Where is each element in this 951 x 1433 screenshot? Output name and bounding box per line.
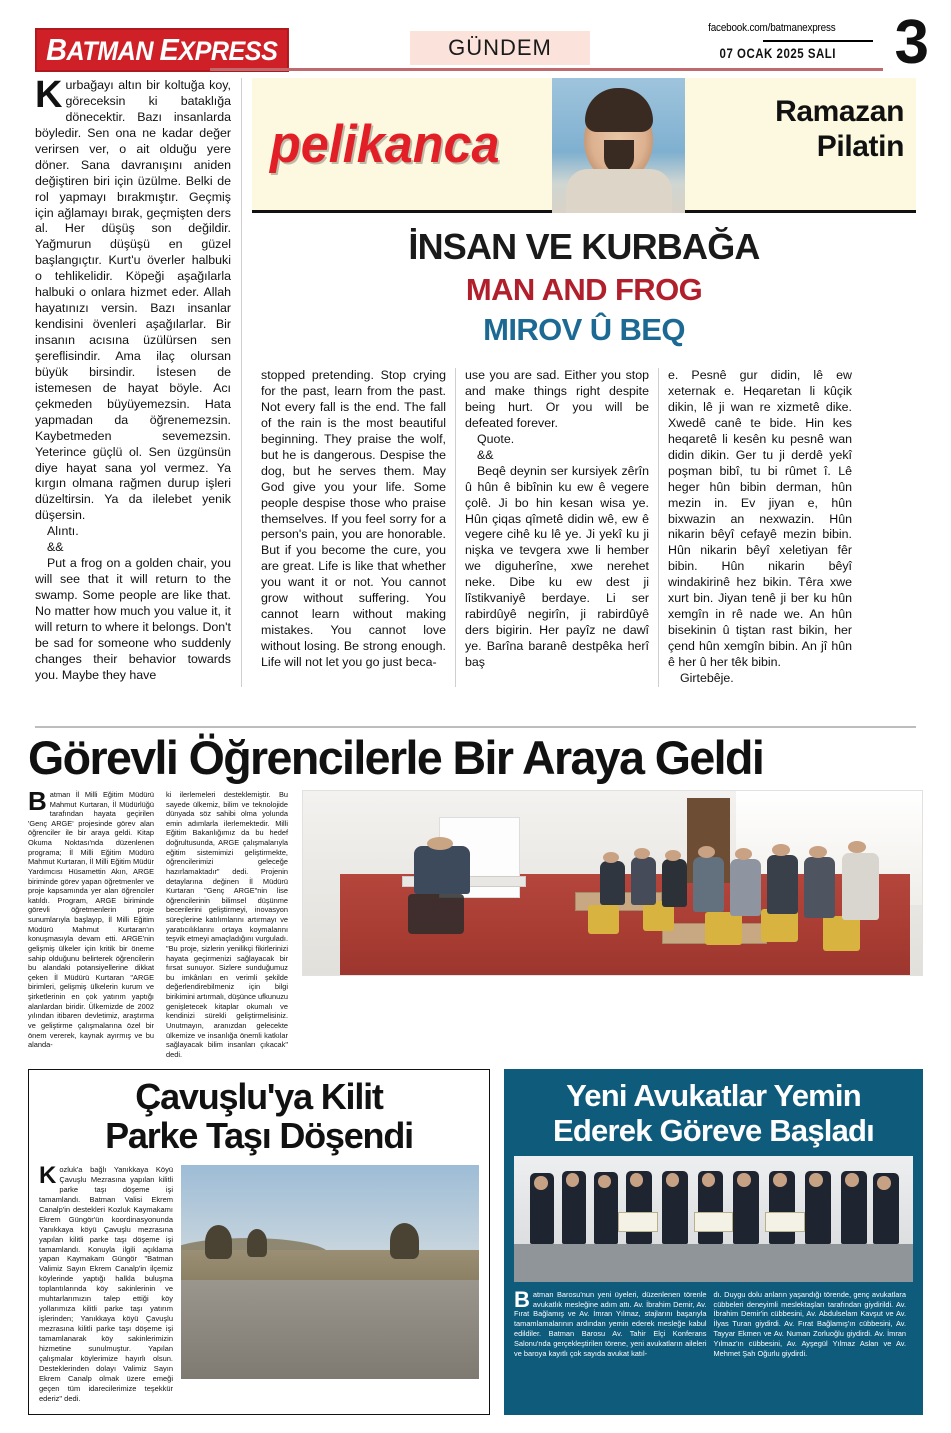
opinion-column-4 [658, 368, 861, 687]
opinion-col4-kurdish: e. Pesnê gur didin, lê ew xeternak e. Heqaretan li kûçik dikin, lê ji wan re xizmetê dike. Xwedê canê te bide. Hin kes heqaretê li kesên ku pesnê wan didin dikin. Ger tu ji derdê yekî poşman bibî, tu bi rûmet î. Lê heger hûn bibin derman, hûn mezin in. Ev jiyan e, hûn bixwazin an nexwazin. Hûn nikarin bêyî cefayê mezin bibin. Hûn nikarin bêyî xeletiyan fêr bibin. Hûn nikarin bêyî windakirinê hez bikin. Têra xwe xurt bin. Jiyan tenê ji ber ku hûn xemgîn in rê nade we. An hûn bisekinin û tiştan rast bikin, her çend hûn xemgîn bibin. An jî hûn ê her û her têk bibin. [668, 368, 852, 669]
opinion-column-1 [35, 74, 242, 687]
left-story-photo-road [181, 1165, 479, 1379]
opinion-right-block [242, 78, 916, 687]
photo-audience-head [665, 850, 681, 861]
photo-chair [408, 894, 464, 934]
photo-tree [205, 1225, 232, 1259]
photo-body [566, 169, 672, 213]
opinion-body-columns [252, 368, 916, 687]
feature-article [0, 728, 951, 1059]
opinion-col1-turkish: Kurbağayı altın bir koltuğa koy, göreceksin ki bataklığa dönecektir. Bazı insanlarda böyledir. Sen ona ne kadar değer verirsen ver, o ait olduğu yere döner. Sana davranışını aniden değiştiren biri için üzülme. Belki de rol yapmayı bırakmıştır. Geçmiş için ağlamayı bırak, geçmişten ders al. Her düşüş son değildir. Yağmurun düşüşü en güzel başlangıçtır. Kurt'u överler halbuki o tehlikelidir. Köpeği aşağılarla halbuki o onlara hizmet eder. Allah hayatınızı versin. Bazı insanlar kendisini övenleri aşağılarlar. Bir insanın acısına üzülürsen sen şereflisindir. Ama ilaç olursan büyük birsindir. İstesen de istemesen de hayat böyle. Acı çekmeden büyüyemezsin. Hata yapmadan da öğrenemezsin. Kaybetmeden sevemezsin. Yeterince güçlü ol. Sen üzgünsün diye hayat sana yol vermez. Ya kırgın olmana rağmen durup işleri düzeltirsin. Ya da ilelebet yenik düşersin. [35, 74, 231, 523]
photo-seat [823, 916, 860, 951]
opinion-article [0, 74, 951, 718]
page-number: 3 [894, 8, 929, 77]
photo-attendee-head [809, 1173, 823, 1187]
photo-audience-head [603, 852, 619, 863]
author-name [775, 94, 904, 165]
opinion-headline-english: MAN AND FROG [465, 271, 703, 307]
feature-body [28, 785, 923, 1060]
photo-tree [390, 1223, 420, 1259]
right-story-column-2: dı. Duygu dolu anların yaşandığı törende, genç avukatlara cübbeleri deneyimli meslektaşları tarafından giydirildi. Av. İbrahim Demir'in cübbesini, Av. Abdulselam Kavşut ve Av. İlyas Turan giydirdi. Av. Fırat Bağlamış'ın cübbesini, Av. Tayyar Ekmen ve Av. Numan Zorluoğlu giydirdi. Av. İmran Yılmaz'ın cübbesini, Av. Ayşegül Yılmaz Aslan ve Av. Mehmet Şah Oğurlu giydirdi. [713, 1289, 906, 1359]
opinion-col1-signature: Alıntı. [47, 524, 79, 539]
photo-audience [600, 861, 625, 905]
opinion-banner [252, 78, 916, 213]
photo-attendee-head [773, 1173, 787, 1187]
opinion-column-2 [252, 368, 455, 687]
opinion-headline-kurdish: MIROV Û BEQ [483, 312, 685, 348]
photo-attendee-head [877, 1176, 891, 1190]
author-photo [552, 78, 685, 213]
opinion-col3-separator: && [477, 447, 494, 462]
author-first-name: Ramazan [775, 95, 904, 128]
photo-audience [804, 857, 835, 918]
photo-tree [247, 1229, 268, 1257]
photo-audience [693, 857, 724, 912]
photo-attendee-head [702, 1173, 716, 1187]
opinion-col3-signature: Quote. [477, 431, 515, 446]
photo-attendee-head [737, 1173, 751, 1187]
photo-attendee-head [845, 1173, 859, 1187]
photo-attendee-head [666, 1173, 680, 1187]
opinion-headline-turkish: İNSAN VE KURBAĞA [408, 226, 760, 267]
bottom-stories [0, 1059, 951, 1433]
right-story-body [514, 1286, 913, 1359]
feature-column-1: Batman İl Milli Eğitim Müdürü Mahmut Kurtaran, İl Müdürlüğü tarafından hayata geçirilen 'Genç ARGE' projesinde görev alan öğrenciler ile bir araya geldi. Kitap Okuma Noktası'nda düzenlenen programa; İl Milli Eğitim Müdürü Mahmut Kurtaran, İl Milli Eğitim Müdür Yardımcısı Hüsamettin Akın, ARGE biriminde görev yapan öğretmenler ve proje kapsamında yer alan öğrenciler katıldı. Program, ARGE biriminde görevli öğretmenlerin proje sunumlarıyla başlayıp, İl Milli Eğitim Müdürü Mahmut Kurtaran'ın konuşmasıyla devam etti. ARGE'nin gelişmiş ülkeler için kritik bir öneme sahip olduğunu belirterek öğrencilerin bu alandaki potansiyellerine dikkat çeken İl Müdürü Kurtaran "ARGE birimleri, gelişmiş ülkelerin kurum ve şirketlerinin en çok yatırım yaptığı alanlardan biridir. Ülkemizde de 2002 yılından itibaren devletimiz, araştırma ve geliştirme çalışmalarına özel bir önem vererek, kaynak ayırmış ve bu alanda- [28, 785, 154, 1050]
photo-certificate [618, 1212, 658, 1232]
feature-photo-classroom [302, 790, 923, 976]
photo-seat [705, 912, 742, 945]
logo-word-batman: ATMAN [66, 36, 153, 66]
photo-hall-floor [514, 1244, 913, 1282]
photo-speaker-head [427, 837, 453, 850]
opinion-column-3 [455, 368, 658, 687]
left-story-headline-line1: Çavuşlu'ya Kilit [135, 1076, 383, 1118]
right-story-photo-ceremony [514, 1156, 913, 1282]
feature-column-2: ki ilerlemeleri desteklemiştir. Bu sayede ülkemiz, bilim ve teknolojide dünyada söz sahibi olma yolunda emin adımlarla ilerlemektedir. Milli Eğitim Bakanlığımız da bu hedef doğrultusunda, ARGE çalışmalarıyla eğitim sistemimizi geliştirmekte, öğrencilerimizi geleceğe hazırlamaktadır" dedi. Projenin detaylarına değinen İl Müdürü Kurtaran "Genç ARGE"nin lise öğrencilerinin bilimsel düşünme becerilerini geliştirmeyi, inovasyon süreçlerine katılımlarını artırmayı ve yaratıcılıklarını ortaya koymalarını teşvik etmeyi amaçladığını vurguladı. "Bu proje, sizlerin yenilikçi fikirlerinizi hayata geçirmenizi sağlayacak bir fırsat sunuyor. Sizlere sunduğumuz bu imkânları en verimli şekilde değerlendirebilmeniz için bilgi birikimini artırmalı, düşünce ufkunuzu genişletecek kitaplar okumalı ve kendinizi sürekli geliştirmelisiniz. Unutmayın, aranızdan gelecekte ülkemize ve insanlığa önemli katkılar sağlayacak bilim insanları çıkacak" dedi. [166, 789, 288, 1059]
photo-certificate [765, 1212, 805, 1232]
right-story-headline [514, 1079, 913, 1147]
photo-audience-head [809, 846, 826, 858]
left-story-headline [39, 1078, 479, 1154]
right-story-column-1: Batman Barosu'nun yeni üyeleri, düzenlenen törenle avukatlık mesleğine adım attı. Av. İbrahim Demir, Av. Fırat Bağlamış ve Av. İmran Yılmaz, stajlarını başarıyla tamamlamalarının ardından yemin ederek mesleğe kabul edildiler. Batman Barosu Av. Tahir Elçi Konferans Salonu'nda gerçekleştirilen törene, yeni avukatların aileleri ve baroya kayıtlı çok sayıda avukat katıl- [514, 1286, 707, 1359]
newspaper-logo[interactable] [35, 28, 289, 72]
photo-audience [631, 857, 656, 905]
section-label: GÜNDEM [410, 31, 590, 65]
publication-date: 07 OCAK 2025 SALI [719, 46, 836, 61]
photo-attendee-head [534, 1176, 548, 1190]
masthead [0, 0, 951, 78]
logo-word-express: XPRESS [178, 36, 278, 66]
opinion-col3-english: use you are sad. Either you stop and make things right despite being hurt. Or you will be defeated forever. [465, 368, 649, 430]
feature-headline: Görevli Öğrencilerle Bir Araya Geldi [28, 731, 764, 784]
right-story-headline-line2: Ederek Göreve Başladı [553, 1112, 874, 1148]
opinion-col4-signature: Girtebêje. [680, 670, 734, 685]
opinion-col1-separator: && [47, 540, 64, 555]
header-divider-short [763, 40, 873, 42]
left-story-body [39, 1161, 479, 1404]
photo-audience [767, 855, 798, 914]
left-story-article [28, 1069, 490, 1415]
right-story-headline-line1: Yeni Avukatlar Yemin [566, 1078, 861, 1114]
pelikanca-brand: pelikanca [270, 114, 500, 174]
photo-audience [842, 853, 879, 919]
photo-audience-head [772, 844, 789, 856]
left-story-text: Kozluk'a bağlı Yanıkkaya Köyü Çavuşlu Mezrasına yapılan kilitli parke taşı döşeme işi tamamlandı. Batman Valisi Ekrem Canalp'in destekleri Kozluk Kaymakamı Ekrem Güngör'ün koordinasyonunda Yanıkkaya köyü Çavuşlu mezrasına yapılan kilitli parke taşı döşeme işi tamamlandı. Konuyla ilgili açıklama yapan Kaymakam Güngör "Batman Valimiz Sayın Ekrem Canalp'in ilçemiz köylerinde yaptığı halkla buluşma toplantılarında köy sakinlerinin ve muhtarlarımızın talep ettiği köy yollarımıza kilitli parke taşı yatırım işlerinden; Yanıkkaya köyü Çavuşlu mezrasına kilitli parke taşı döşeme işi tamamlanarak köy sakinlerimizin hizmetine sunulmuştur. Yapılan çalışmalar köylerimize hayırlı olsun. Desteklerinden dolayı Valimiz Sayın Ekrem Canalp olmak üzere emeği geçen tüm idarecilerimize teşekkür ederiz" dedi. [39, 1161, 173, 1404]
author-last-name: Pilatin [816, 130, 904, 164]
photo-certificate [694, 1212, 734, 1232]
header-rule [210, 68, 883, 71]
right-story-article [504, 1069, 923, 1415]
photo-hair [585, 88, 653, 132]
facebook-handle[interactable]: facebook.com/batmanexpress [708, 22, 836, 34]
opinion-col3-kurdish: Beqê deynin ser kursiyek zêrîn û hûn ê bibînin ku ew ê vegere çolê. Ji bo hin kesan wisa ye. Hûn çiqas qîmetê didin wê, ew ê vegere cihê ku lê ye. Ji yekî ku ji nişka ve tevgera xwe li hember we diguherîne, xwe nerehet neke. Dibe ku ew dest ji lîstikvaniyê berdaye. Li ser rabirdûyê negirîn, ji rabirdûyê ders bigirin. Her payîz ne dawî ye. Barîna baranê destpêka herî baş [465, 463, 649, 669]
opinion-col1-english: Put a frog on a golden chair, you will see that it will return to the swamp. Some people are like that. No matter how much you value it, it will return to where it belongs. Don't be sad for someone who suddenly changes their behavior towards you. Maybe they have [35, 556, 231, 682]
logo-letter-b: B [46, 32, 67, 67]
photo-seat [588, 905, 619, 934]
opinion-headline-group [252, 213, 916, 356]
photo-audience [662, 859, 687, 907]
photo-speaker [414, 846, 470, 894]
opinion-col2-text: stopped pretending. Stop crying for the past, learn from the past. Not every fall is the end. The fall of the rain is the most beautiful beginning. They praise the wolf, but he is dangerous. Despise the dog, but he serves them. May God give you your life. Some people despise those who praise themselves. If you feel sorry for a person's pain, you are honorable. But if you become the cure, you are great. Life is like that whether you want it or not. You cannot grow without suffering. You cannot learn without making mistakes. You cannot love without losing. Be strong enough. Life will not let you go just beca- [261, 368, 446, 669]
photo-audience [730, 859, 761, 916]
logo-letter-e: E [159, 32, 179, 67]
left-story-headline-line2: Parke Taşı Döşendi [105, 1114, 413, 1156]
